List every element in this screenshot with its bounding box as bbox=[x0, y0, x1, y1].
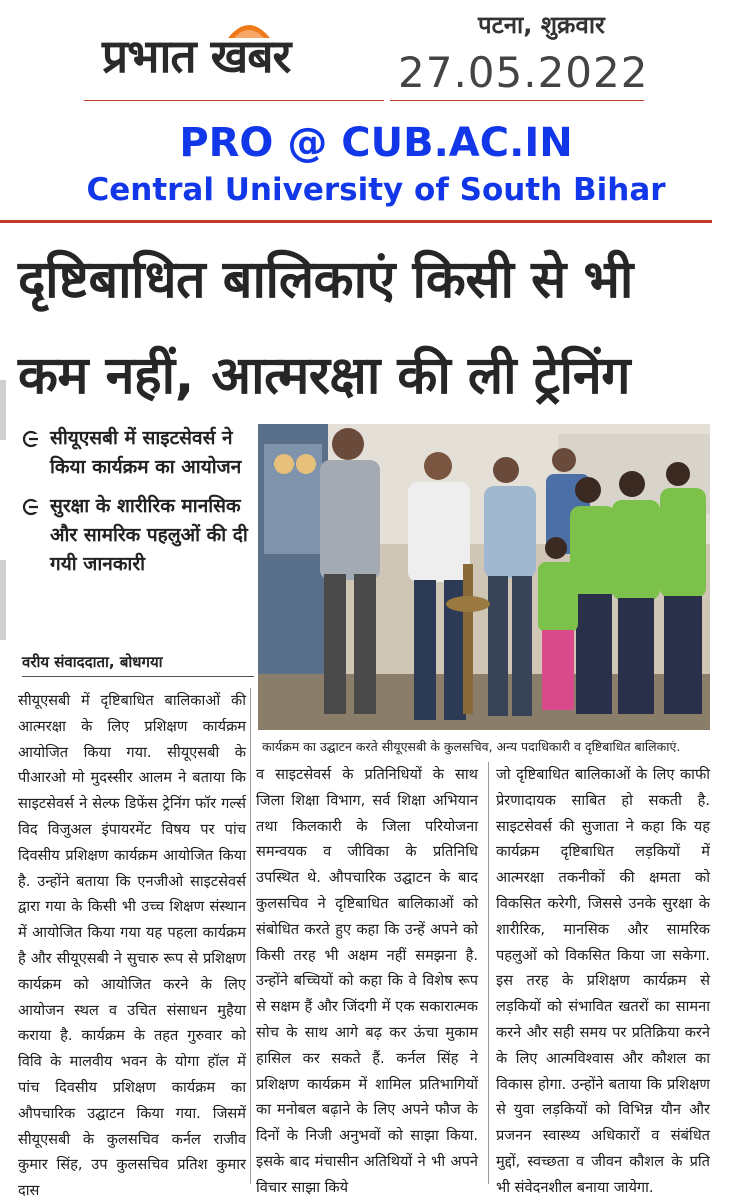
university-banner: Central University of South Bihar bbox=[86, 172, 666, 208]
headline-line-2: कम नहीं, आत्मरक्षा की ली ट्रेनिंग bbox=[18, 346, 631, 406]
bullet-arrow-icon bbox=[22, 498, 40, 516]
column-divider bbox=[250, 688, 251, 1184]
masthead-rule-left bbox=[84, 100, 384, 101]
highlight-item bbox=[22, 492, 252, 579]
headline-line-1: दृष्टिबाधित बालिकाएं किसी से भी bbox=[18, 250, 633, 310]
article-column-1: सीयूएसबी में दृष्टिबाधित बालिकाओं की आत्मरक्षा के लिए प्रशिक्षण कार्यक्रम आयोजित किया गया. सीयूएसबी के पीआरओ मो मुदस्सीर आलम ने बताया कि साइटसेवर्स ने सेल्फ डिफेंस ट्रेनिंग फॉर गर्ल्स विद विजुअल इंपायरमेंट विषय पर पांच दिवसीय प्रशिक्षण कार्यक्रम आयोजित किया है. उन्होंने बताया कि एनजीओ साइटसेवर्स द्वारा गया के किसी भी उच्च शिक्षण संस्थान में आयोजित किया गया यह पहला कार्यक्रम है और सीयूएसबी ने सुचारु रूप से प्रशिक्षण कार्यक्रम को आयोजित करने के लिए आयोजन स्थल व उचित संसाधन मुहैया कराया है. कार्यक्रम के तहत गुरुवार को विवि के मालवीय भवन के योगा हॉल में पांच दिवसीय प्रशिक्षण कार्यक्रम का औपचारिक उद्घाटन किया गया. जिसमें सीयूएसबी के कुलसचिव कर्नल राजीव कुमार सिंह, उप कुलसचिव प्रतिश कुमार दास bbox=[18, 692, 246, 1200]
top-divider bbox=[0, 220, 712, 223]
pro-banner: PRO @ CUB.AC.IN bbox=[179, 120, 573, 166]
highlight-text: सीयूएसबी में साइटसेवर्स ने किया कार्यक्रम का आयोजन bbox=[50, 427, 242, 478]
byline-rule bbox=[22, 676, 254, 677]
article-column-3: जो दृष्टिबाधित बालिकाओं के लिए काफी प्रेरणादायक साबित हो सकती है. साइटसेवर्स की सुजाता ने कहा कि यह कार्यक्रम दृष्टिबाधित लड़कियों में आत्मरक्षा तकनीकों की क्षमता को विकसित करेगी, जिससे उनके सुरक्षा के शारीरिक, मानसिक और सामरिक पहलुओं को विकसित किया जा सकेगा. इस तरह के प्रशिक्षण कार्यक्रम से लड़कियों को संभावित खतरों का सामना करने और सही समय पर प्रतिक्रिया करने के लिए आत्मविश्वास और कौशल का विकास होगा. उन्होंने बताया कि प्रशिक्षण से युवा लड़कियों को विभिन्न यौन और प्रजनन स्वास्थ्य अधिकारों व संबंधित मुद्दों, स्वच्छता व जीवन कौशल के प्रति भी संवेदनशील बनाया जायेगा. bbox=[496, 766, 710, 1196]
bullet-arrow-icon bbox=[22, 430, 40, 448]
photo-caption: कार्यक्रम का उद्घाटन करते सीयूएसबी के कुलसचिव, अन्य पदाधिकारी व दृष्टिबाधित बालिकाएं. bbox=[262, 739, 681, 754]
edition-city: पटना, शुक्रवार bbox=[478, 11, 605, 39]
byline: वरीय संवाददाता, बोधगया bbox=[22, 653, 163, 671]
newspaper-title: प्रभात खबर bbox=[102, 29, 291, 83]
edition-date: 27.05.2022 bbox=[398, 48, 649, 97]
masthead-rule-right bbox=[390, 100, 644, 101]
highlights bbox=[22, 424, 252, 589]
highlight-text: सुरक्षा के शारीरिक मानसिक और सामरिक पहलुओं की दी गयी जानकारी bbox=[50, 495, 248, 575]
event-photo bbox=[258, 424, 710, 730]
column-divider bbox=[488, 762, 489, 1184]
scan-edge bbox=[0, 560, 6, 640]
scan-edge bbox=[0, 380, 6, 440]
article-column-2: व साइटसेवर्स के प्रतिनिधियों के साथ जिला शिक्षा विभाग, सर्व शिक्षा अभियान तथा किलकारी के जिला परियोजना समन्वयक व जीविका के प्रतिनिधि उपस्थित थे. औपचारिक उद्घाटन के बाद कुलसचिव ने दृष्टिबाधित बालिकाओं को संबोधित करते हुए कहा कि उन्हें अपने को किसी तरह भी अक्षम नहीं समझना है. उन्होंने बच्चियों को कहा कि वे विशेष रूप से सक्षम हैं और जिंदगी में एक सकारात्मक सोच के साथ आगे बढ़ कर ऊंचा मुकाम हासिल कर सकते हैं. कर्नल सिंह ने प्रशिक्षण कार्यक्रम में शामिल प्रतिभागियों का मनोबल बढ़ाने के लिए अपने फौज के दिनों के निजी अनुभवों को साझा किया. इसके बाद मंचासीन अतिथियों ने भी अपने विचार साझा किये bbox=[256, 766, 478, 1196]
highlight-item bbox=[22, 424, 252, 482]
